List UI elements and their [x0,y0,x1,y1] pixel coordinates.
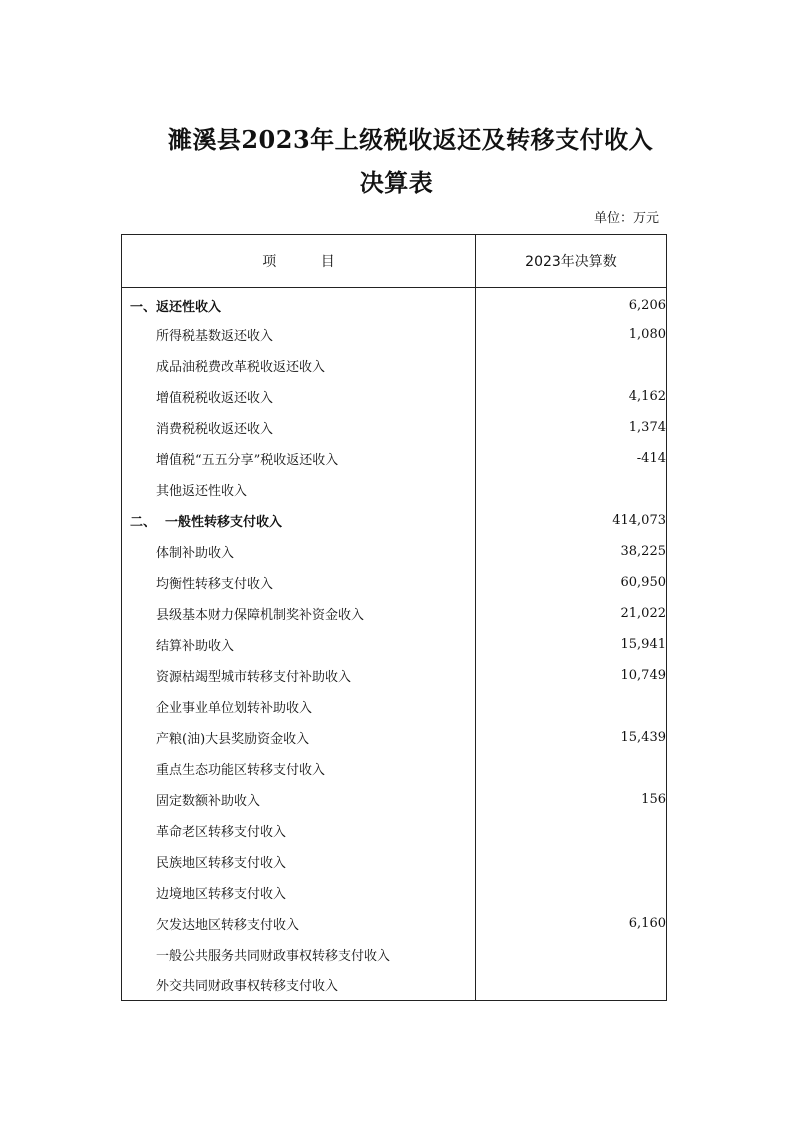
row-value: 38,225 [476,536,667,567]
row-label: 产粮(油)大县奖励资金收入 [122,722,476,753]
column-header-item: 项 目 [122,235,476,288]
unit-label: 单位：万元 [593,211,659,226]
row-label: 二、 一般性转移支付收入 [122,505,476,536]
table-row [122,784,667,815]
table-row [122,319,667,350]
document-title-line1: 濉溪县2023年上级税收返还及转移支付收入 [167,125,654,154]
row-label: 革命老区转移支付收入 [122,815,476,846]
table-row [122,505,667,536]
row-label: 企业事业单位划转补助收入 [122,691,476,722]
row-label: 县级基本财力保障机制奖补资金收入 [122,598,476,629]
table-row [122,722,667,753]
table-row [122,288,667,319]
row-label: 均衡性转移支付收入 [122,567,476,598]
row-label: 重点生态功能区转移支付收入 [122,753,476,784]
table-row [122,412,667,443]
row-value: 1,080 [476,319,667,350]
table-row [122,350,667,381]
row-value: 60,950 [476,567,667,598]
table-row [122,691,667,722]
row-value: 156 [476,784,667,815]
row-label: 资源枯竭型城市转移支付补助收入 [122,660,476,691]
table-row [122,753,667,784]
row-label: 所得税基数返还收入 [122,319,476,350]
row-label: 增值税税收返还收入 [122,381,476,412]
row-value: 15,439 [476,722,667,753]
row-label: 民族地区转移支付收入 [122,846,476,877]
row-value [476,877,667,908]
table-row [122,846,667,877]
table-row [122,660,667,691]
table-header-row [122,235,667,288]
row-value [476,691,667,722]
table-row [122,629,667,660]
row-value [476,815,667,846]
row-value: 10,749 [476,660,667,691]
row-label: 结算补助收入 [122,629,476,660]
row-label: 边境地区转移支付收入 [122,877,476,908]
row-label: 其他返还性收入 [122,474,476,505]
table-row [122,598,667,629]
row-value: 6,160 [476,908,667,939]
row-value: 21,022 [476,598,667,629]
row-value: -414 [476,443,667,474]
row-label: 固定数额补助收入 [122,784,476,815]
table-row [122,815,667,846]
table-row [122,939,667,970]
row-value [476,350,667,381]
row-value: 6,206 [476,288,667,319]
table-row [122,908,667,939]
table-row [122,536,667,567]
row-label: 增值税“五五分享”税收返还收入 [122,443,476,474]
column-header-value: 2023年决算数 [476,235,667,288]
row-value: 4,162 [476,381,667,412]
row-value: 15,941 [476,629,667,660]
table-row [122,970,667,1001]
revenue-table [121,234,667,1001]
row-value [476,753,667,784]
document-title-line2: 决算表 [359,168,434,197]
table-body [122,288,667,1001]
table-row [122,443,667,474]
row-value [476,846,667,877]
table-row [122,567,667,598]
row-label: 体制补助收入 [122,536,476,567]
row-value [476,474,667,505]
row-value [476,939,667,970]
row-value [476,970,667,1001]
table-row [122,381,667,412]
row-value: 414,073 [476,505,667,536]
row-label: 一、返还性收入 [122,288,476,319]
table-row [122,474,667,505]
row-label: 外交共同财政事权转移支付收入 [122,970,476,1001]
row-label: 消费税税收返还收入 [122,412,476,443]
table-row [122,877,667,908]
row-label: 欠发达地区转移支付收入 [122,908,476,939]
row-label: 一般公共服务共同财政事权转移支付收入 [122,939,476,970]
row-value: 1,374 [476,412,667,443]
row-label: 成品油税费改革税收返还收入 [122,350,476,381]
